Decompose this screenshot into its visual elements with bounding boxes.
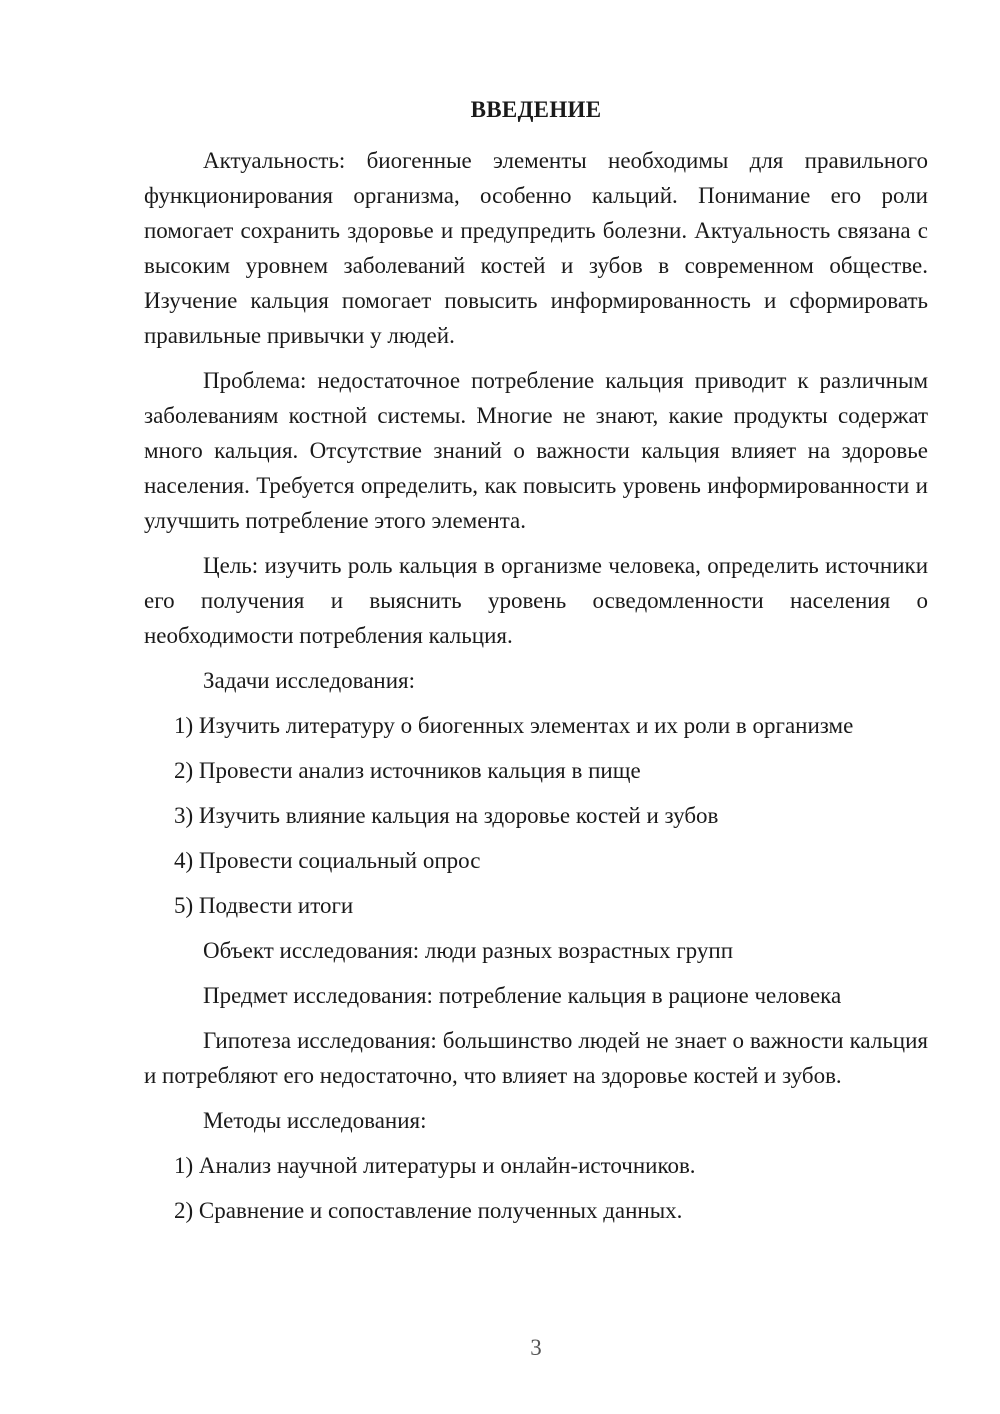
hypothesis-paragraph: Гипотеза исследования: большинство людей не знает о важности кальция и потребляют его недостаточно, что влияет на здоровье костей и зубов. <box>144 1028 928 1088</box>
task-item: 1) Изучить литературу о биогенных элементах и их роли в организме <box>174 713 854 738</box>
method-item: 2) Сравнение и сопоставление полученных данных. <box>174 1198 683 1223</box>
method-item: 1) Анализ научной литературы и онлайн-источников. <box>174 1153 696 1178</box>
object-paragraph: Объект исследования: люди разных возрастных групп <box>203 938 733 963</box>
problem-paragraph: Проблема: недостаточное потребление кальция приводит к различным заболеваниям костной системы. Многие не знают, какие продукты содержат много кальция. Отсутствие знаний о важности кальция влияет на здоровье населения. Требуется определить, как повысить уровень информированности и улучшить потребление этого элемента. <box>144 368 928 533</box>
task-item: 3) Изучить влияние кальция на здоровье костей и зубов <box>174 803 719 828</box>
tasks-heading: Задачи исследования: <box>203 668 416 693</box>
methods-heading: Методы исследования: <box>203 1108 427 1133</box>
goal-paragraph: Цель: изучить роль кальция в организме человека, определить источники его получения и выяснить уровень осведомленности населения о необходимости потребления кальция. <box>144 553 928 648</box>
task-item: 4) Провести социальный опрос <box>174 848 481 873</box>
task-item: 5) Подвести итоги <box>174 893 354 918</box>
methods-list <box>144 1148 928 1228</box>
document-body <box>144 143 928 1238</box>
task-item: 2) Провести анализ источников кальция в пище <box>174 758 641 783</box>
page-title: ВВЕДЕНИЕ <box>470 97 602 122</box>
subject-paragraph: Предмет исследования: потребление кальция в рационе человека <box>203 983 842 1008</box>
page-number: 3 <box>530 1335 542 1360</box>
actuality-paragraph: Актуальность: биогенные элементы необходимы для правильного функционирования организма, особенно кальций. Понимание его роли помогает сохранить здоровье и предупредить болезни. Актуальность связана с высоким уровнем заболеваний костей и зубов в современном обществе. Изучение кальция помогает повысить информированность и сформировать правильные привычки у людей. <box>144 148 928 348</box>
tasks-list <box>144 708 928 923</box>
